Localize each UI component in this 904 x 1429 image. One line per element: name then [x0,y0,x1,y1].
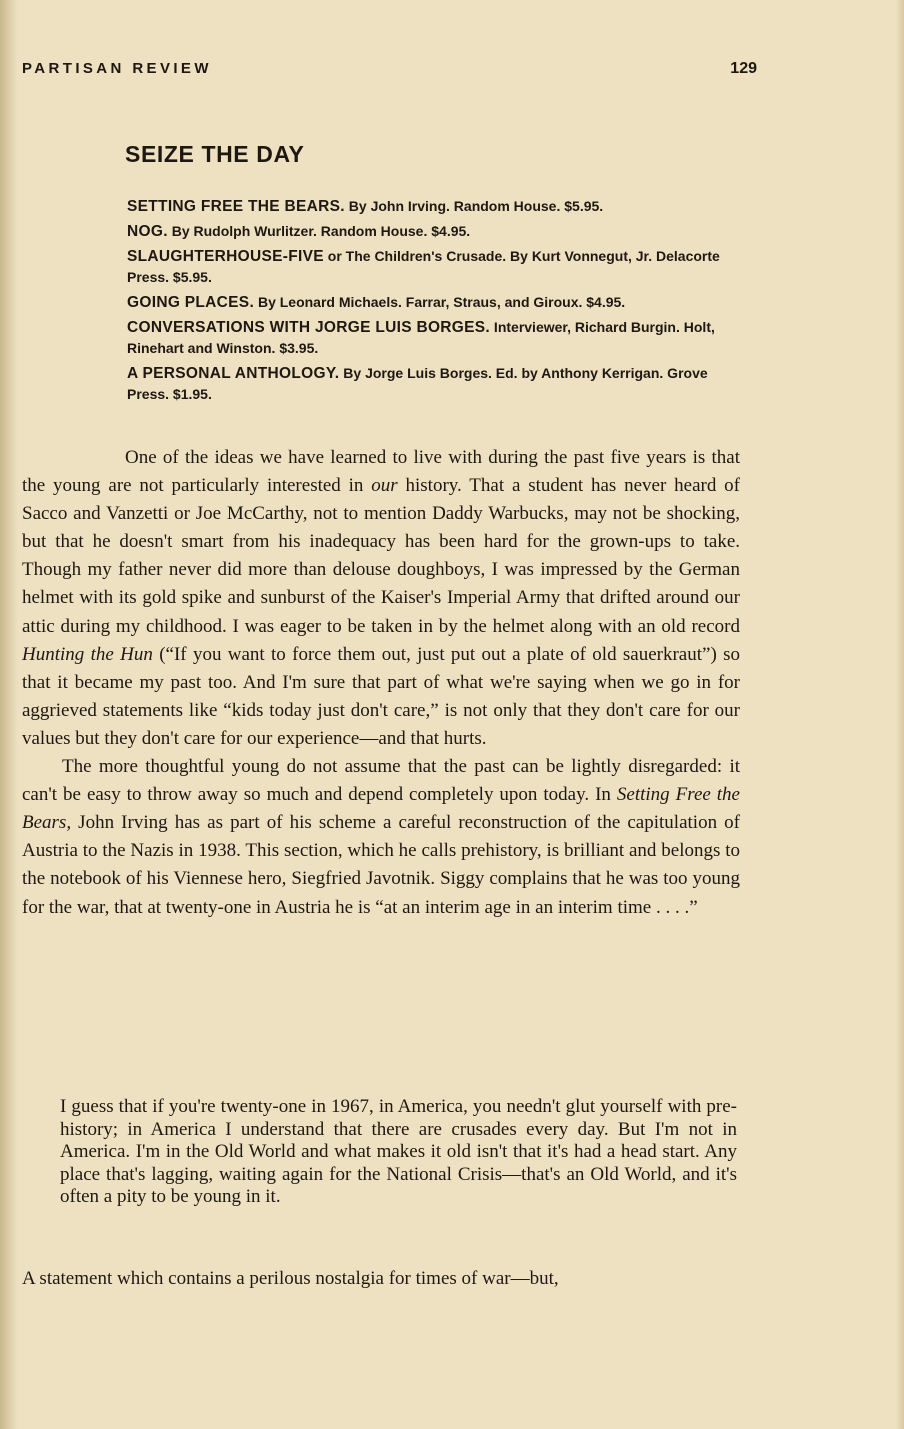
text-run: The more thoughtful young do not assume that the past can be lightly disregarded: it can't be easy to throw away so much and depend completely upon today. In [22,756,740,806]
book-details: By John Irving. Random House. $5.95. [344,198,604,214]
final-line: A statement which contains a perilous nostalgia for times of war—but, [22,1268,559,1289]
book-entry [127,292,745,313]
text-run: John Irving has as part of his scheme a careful reconstruction of the capitulation of Austria to the Nazis in 1938. This section, which he calls prehistory, is brilliant and belongs to the notebook of his Viennese hero, Siegfried Javotnik. Siggy complains that he was too young for the war, that at twenty-one in Austria he is “at an interim age in an interim time . . . .” [22,812,740,918]
reviewed-books-list [127,196,745,409]
page-number: 129 [730,60,757,77]
book-entry [127,221,745,242]
block-quote [60,1096,737,1209]
text-run: (“If you want to force them out, just put out a plate of old sauerkraut”) so that it became my past too. And I'm sure that part of what we're saying when we go in for aggrieved statements like “kids today just don't care,” is not only that they don't care for our values but they don't care for our experience—and that hurts. [22,643,741,749]
book-details: By Jorge Luis Borges. Ed. by Anthony Kerrigan. Grove Press. $1.95. [127,365,708,402]
body-paragraph-2 [22,753,740,922]
quote-text: I guess that if you're twenty-one in 1967, in America, you needn't glut yourself with pre-history; in America I understand that there are crusades every day. But I'm not in America. I'm in the Old World and what makes it old isn't that it's had a head start. Any place that's lagging, waiting again for the National Crisis—that's an Old World, and it's often a pity to be young in it. [60,1096,737,1208]
book-entry [127,363,745,405]
book-details: Interviewer, Richard Burgin. Holt, Rinehart and Winston. $3.95. [127,319,715,356]
book-entry [127,196,745,217]
article-body [22,444,740,922]
page-edge-shadow [896,0,904,1429]
record-title: Hunting the Hun [22,643,153,665]
book-details: By Leonard Michaels. Farrar, Straus, and Giroux. $4.95. [254,294,626,310]
book-title: GOING PLACES. [127,294,255,311]
book-title: SETTING FREE THE BEARS. [127,198,345,215]
book-title: CONVERSATIONS WITH JORGE LUIS BORGES. [127,319,491,336]
book-entry [127,246,745,288]
book-title-italic: Setting Free the Bears, [22,784,740,834]
emphasis: our [371,475,398,497]
journal-title: PARTISAN REVIEW [22,60,212,77]
continuing-paragraph [22,1265,740,1293]
book-details: By Rudolph Wurlitzer. Random House. $4.95. [167,223,471,239]
book-title: NOG. [127,223,168,240]
book-details: or The Children's Crusade. By Kurt Vonnegut, Jr. Delacorte Press. $5.95. [127,248,720,285]
text-run: history. That a student has never heard of Sacco and Vanzetti or Joe McCarthy, not to mention Daddy Warbucks, may not be shocking, but that he doesn't smart from his inadequacy has been hard for the grown-ups to take. Though my father never did more than delouse doughboys, I was impressed by the German helmet with its gold spike and sunburst of the Kaiser's Imperial Army that drifted around our attic during my childhood. I was eager to be taken in by the helmet along with an old record [22,475,741,637]
text-run: One of the ideas we have learned to live with during the past five years is that the young are not particularly interested in [22,447,740,497]
book-entry [127,317,745,359]
book-title: A PERSONAL ANTHOLOGY. [127,365,340,382]
body-paragraph-1 [22,444,740,753]
article-title: SEIZE THE DAY [125,141,305,167]
book-title: SLAUGHTERHOUSE-FIVE [127,248,324,265]
page-binding-shadow [0,0,18,1429]
running-header [22,60,757,90]
